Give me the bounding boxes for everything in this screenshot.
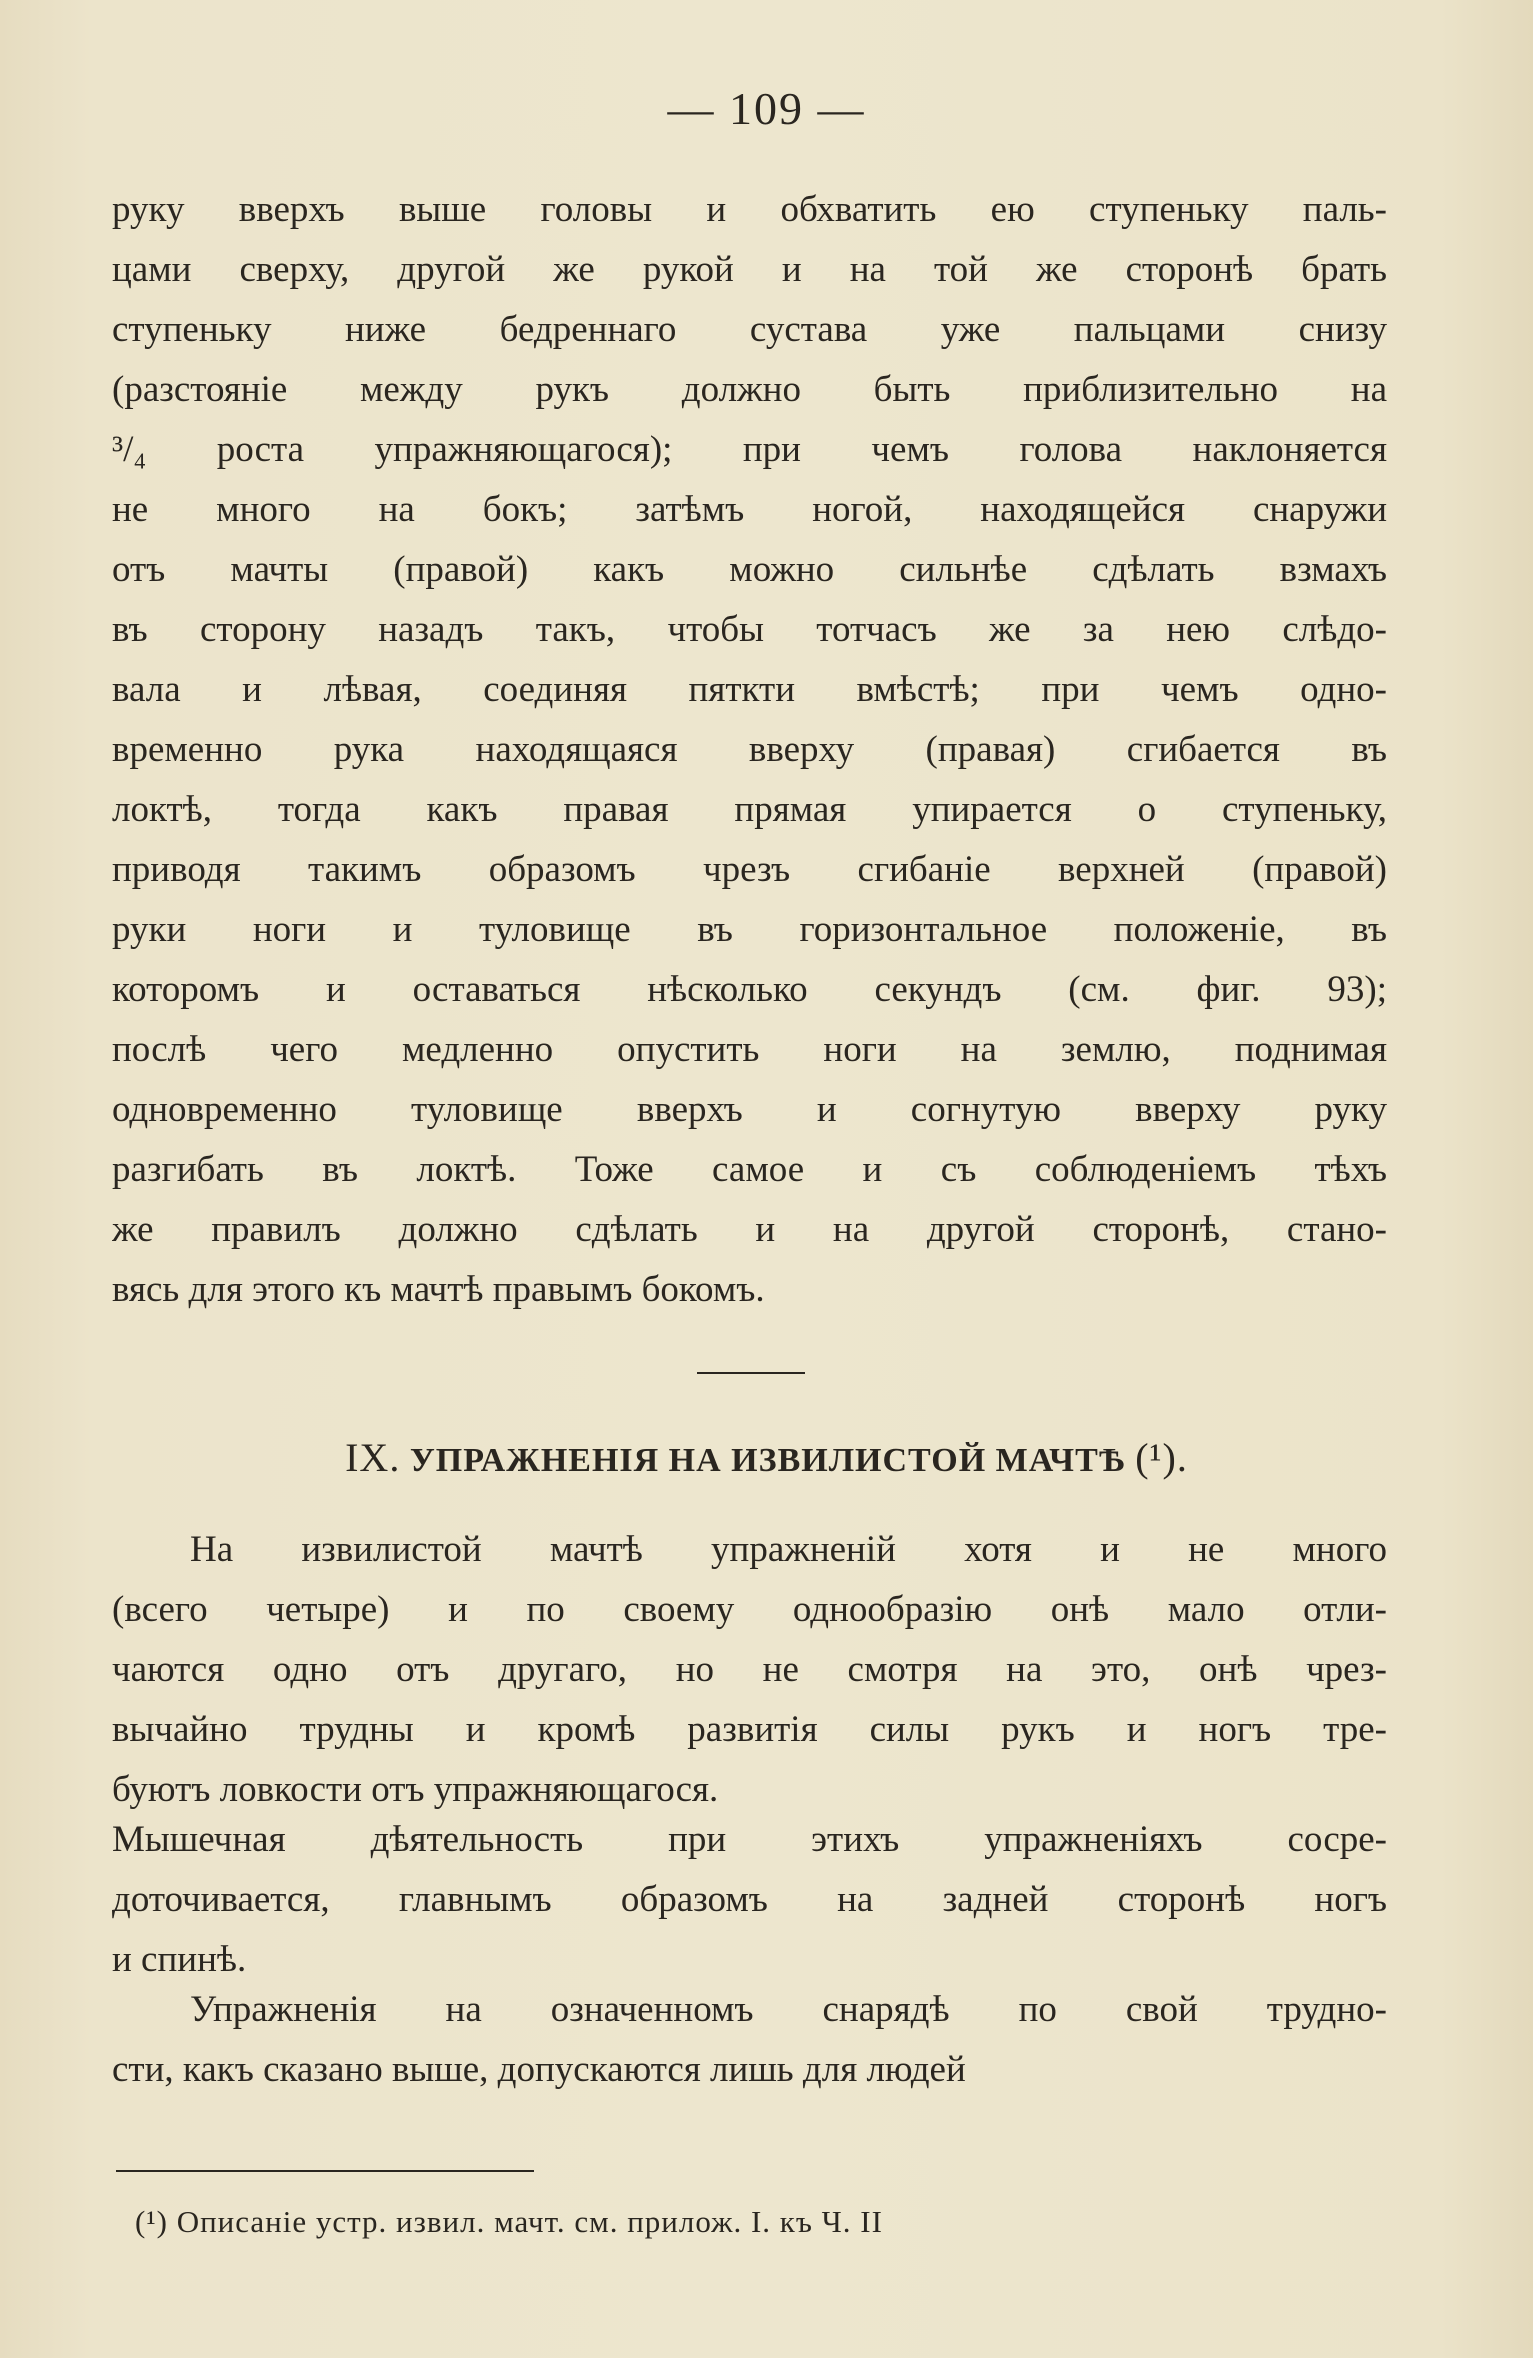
text-line: же правилъ должно сдѣлать и на другой сторонѣ, стано- — [112, 1209, 1387, 1250]
footnote-rule — [116, 2170, 534, 2172]
section-footnote-mark: (¹). — [1135, 1435, 1188, 1480]
text-line: вала и лѣвая, соединяя пяткти вмѣстѣ; при чемъ одно- — [112, 669, 1387, 710]
section-title: УПРАЖНЕНІЯ НА ИЗВИЛИСТОЙ МАЧТѢ — [409, 1442, 1126, 1479]
text-line: въ сторону назадъ такъ, чтобы тотчасъ же за нею слѣдо- — [112, 609, 1387, 650]
paragraph-mast-exercise-continued — [112, 180, 1387, 1320]
text-line: вычайно трудны и кромѣ развитія силы рукъ и ногъ тре- — [112, 1709, 1387, 1750]
text-line: (разстояніе между рукъ должно быть приблизительно на — [112, 369, 1387, 410]
text-line: сти, какъ сказано выше, допускаются лишь для людей — [112, 2049, 966, 2090]
text-line: не много на бокъ; затѣмъ ногой, находящейся снаружи — [112, 489, 1387, 530]
text-line: Упражненія на означенномъ снарядѣ по свой трудно- — [190, 1989, 1387, 2030]
footnote: (¹) Описаніе устр. извил. мачт. см. прилож. I. къ Ч. II — [135, 2204, 883, 2239]
paragraph-difficulty — [112, 1980, 1387, 2100]
section-number: IX. — [345, 1435, 401, 1480]
text-line: одновременно туловище вверхъ и согнутую вверху руку — [112, 1089, 1387, 1130]
text-line: вясь для этого къ мачтѣ правымъ бокомъ. — [112, 1269, 765, 1310]
text-line: ³/₄ роста упражняющагося); при чемъ голова наклоняется — [112, 429, 1387, 470]
text-line: руку вверхъ выше головы и обхватить ею ступеньку паль- — [112, 189, 1387, 230]
text-line: доточивается, главнымъ образомъ на задней сторонѣ ногъ — [112, 1879, 1387, 1920]
text-line: приводя такимъ образомъ чрезъ сгибаніе верхней (правой) — [112, 849, 1387, 890]
section-divider — [697, 1372, 805, 1374]
text-line: цами сверху, другой же рукой и на той же сторонѣ брать — [112, 249, 1387, 290]
text-line: чаются одно отъ другаго, но не смотря на это, онѣ чрез- — [112, 1649, 1387, 1690]
text-line: Мышечная дѣятельность при этихъ упражненіяхъ сосре- — [112, 1819, 1387, 1860]
text-line: локтѣ, тогда какъ правая прямая упирается о ступеньку, — [112, 789, 1387, 830]
page-number: — 109 — — [667, 83, 866, 134]
text-line: разгибать въ локтѣ. Тоже самое и съ соблюденіемъ тѣхъ — [112, 1149, 1387, 1190]
text-line: буютъ ловкости отъ упражняющагося. — [112, 1769, 719, 1810]
text-line: На извилистой мачтѣ упражненій хотя и не много — [190, 1529, 1387, 1570]
text-line: ступеньку ниже бедреннаго сустава уже пальцами снизу — [112, 309, 1387, 350]
paragraph-muscle-activity — [112, 1810, 1387, 1990]
text-line: которомъ и оставаться нѣсколько секундъ (см. фиг. 93); — [112, 969, 1387, 1010]
text-line: и спинѣ. — [112, 1939, 247, 1980]
section-heading — [0, 1428, 1533, 1491]
text-line: послѣ чего медленно опустить ноги на землю, поднимая — [112, 1029, 1387, 1070]
text-line: (всего четыре) и по своему однообразію онѣ мало отли- — [112, 1589, 1387, 1630]
text-line: временно рука находящаяся вверху (правая) сгибается въ — [112, 729, 1387, 770]
text-line: отъ мачты (правой) какъ можно сильнѣе сдѣлать взмахъ — [112, 549, 1387, 590]
paragraph-mast-intro — [112, 1520, 1387, 1820]
text-line: руки ноги и туловище въ горизонтальное положеніе, въ — [112, 909, 1387, 950]
